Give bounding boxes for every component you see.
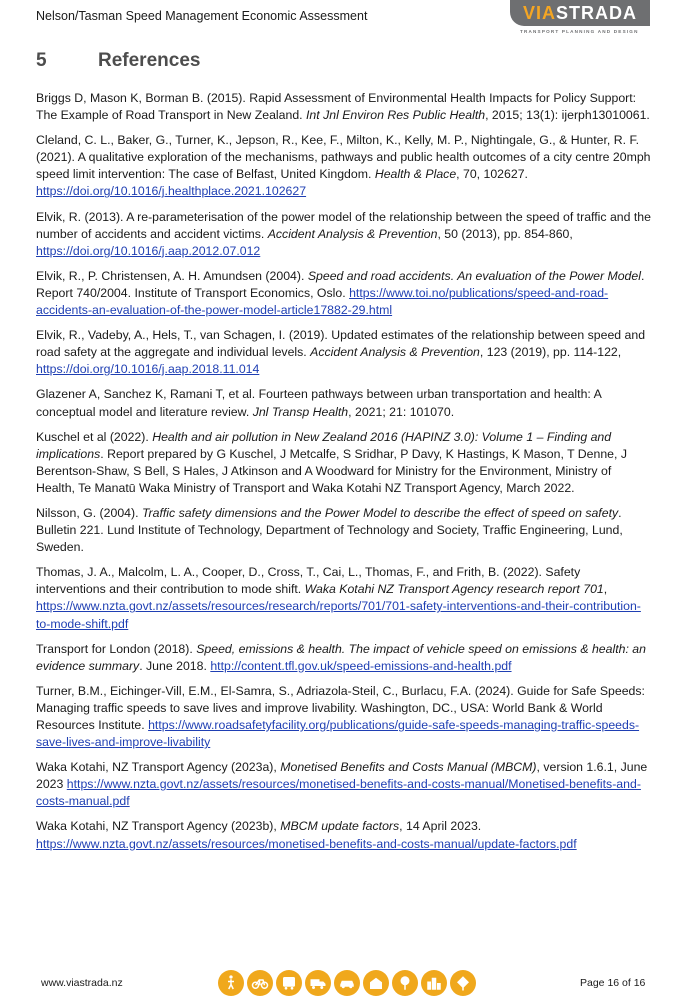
car-icon <box>334 970 360 996</box>
reference-entry <box>36 90 652 124</box>
reference-entry <box>36 268 652 319</box>
logo-prefix: VIA <box>522 2 556 23</box>
reference-details: , 70, 102627. <box>456 167 528 182</box>
reference-details: , 2015; 13(1): ijerph13010061. <box>485 108 650 123</box>
logo-suffix: STRADA <box>556 2 637 23</box>
reference-details: , 50 (2013), pp. 854-860, <box>437 226 573 241</box>
document-header-title: Nelson/Tasman Speed Management Economic Assessment <box>36 9 368 23</box>
reference-link[interactable]: https://www.nzta.govt.nz/assets/resources/research/reports/701/701-safety-interventions-and-their-contribution-to-mode-shift.pdf <box>36 599 641 631</box>
reference-entry <box>36 209 652 260</box>
tree-icon <box>392 970 418 996</box>
reference-text: Thomas, J. A., Malcolm, L. A., Cooper, D., Cross, T., Cai, L., Thomas, F., and Frith, B. (2022). Safety interventions and their contribution to mode shift. <box>36 565 581 597</box>
reference-entry <box>36 327 652 378</box>
reference-entry <box>36 818 652 852</box>
truck-icon <box>305 970 331 996</box>
reference-text: Cleland, C. L., Baker, G., Turner, K., Jepson, R., Kee, F., Milton, K., Kelly, M. P., Nightingale, G., & Hunter, R. F. (2021). A qualitative exploration of the mechanisms, pathways and public health outcomes of a city centre 20mph speed limit intervention: The case of Belfast, United Kingdom. <box>36 133 651 182</box>
reference-text: Elvik, R. (2013). A re-parameterisation of the power model of the relationship between the speed of traffic and the number of accidents and accident victims. <box>36 209 651 241</box>
reference-list <box>36 90 652 861</box>
reference-text: Briggs D, Mason K, Borman B. (2015). Rapid Assessment of Environmental Health Impacts for Policy Support: The Example of Road Transport in New Zealand. <box>36 91 637 123</box>
reference-entry <box>36 429 652 497</box>
reference-link[interactable]: https://www.nzta.govt.nz/assets/resources/monetised-benefits-and-costs-manual/Monetised-benefits-and-costs-manual.pdf <box>36 777 641 809</box>
reference-entry <box>36 683 652 751</box>
reference-link[interactable]: https://www.toi.no/publications/speed-and-road-accidents-an-evaluation-of-the-power-model-article17882-29.html <box>36 285 609 318</box>
reference-source: Jnl Transp Health <box>252 404 349 419</box>
pedestrian-icon <box>218 970 244 996</box>
section-heading <box>36 50 200 72</box>
reference-entry <box>36 386 652 420</box>
reference-details: . Report prepared by G Kuschel, J Metcalfe, S Sridhar, P Davy, K Hastings, K Mason, T Denne, J Berentson-Shaw, S Bell, S Hales, J Atkinson and A Woodward for Ministry for the Environment, Ministry of Health, Te Manatū Waka Ministry of Transport and Waka Kotahi NZ Transport Agency, March 2022. <box>36 446 627 495</box>
reference-text: Glazener A, Sanchez K, Ramani T, et al. Fourteen pathways between urban transportation and health: A conceptual model and literature review. <box>36 387 602 419</box>
reference-text: Waka Kotahi, NZ Transport Agency (2023a), <box>36 760 281 775</box>
footer-icon-strip <box>218 970 476 996</box>
bicycle-icon <box>247 970 273 996</box>
reference-entry <box>36 505 652 556</box>
road-sign-icon <box>450 970 476 996</box>
building-icon <box>363 970 389 996</box>
reference-details: , version 1.6.1, June 2023 <box>36 760 648 792</box>
reference-details: . June 2018. <box>139 658 211 673</box>
viastrada-logo <box>510 0 650 26</box>
bus-icon <box>276 970 302 996</box>
reference-details: . Report 740/2004. Institute of Transport Economics, Oslo. <box>36 268 645 300</box>
reference-details: , 14 April 2023. <box>399 819 482 834</box>
reference-entry <box>36 564 652 632</box>
reference-entry <box>36 132 652 200</box>
reference-text: Elvik, R., Vadeby, A., Hels, T., van Schagen, I. (2019). Updated estimates of the relationship between speed and road safety at the aggregate and individual levels. <box>36 328 646 360</box>
reference-link[interactable]: https://doi.org/10.1016/j.aap.2018.11.014 <box>36 362 260 377</box>
reference-text: Transport for London (2018). <box>36 641 197 656</box>
reference-link[interactable]: https://doi.org/10.1016/j.aap.2012.07.012 <box>36 243 261 258</box>
reference-link[interactable]: https://doi.org/10.1016/j.healthplace.2021.102627 <box>36 184 307 199</box>
reference-details: , <box>603 582 608 597</box>
reference-source: Speed and road accidents. An evaluation of the Power Model <box>307 268 641 283</box>
city-icon <box>421 970 447 996</box>
section-number: 5 <box>36 50 47 71</box>
reference-entry <box>36 759 652 810</box>
reference-source: Health & Place <box>374 167 457 182</box>
footer-website: www.viastrada.nz <box>41 977 123 989</box>
reference-text: Kuschel et al (2022). <box>36 429 153 444</box>
reference-source: Traffic safety dimensions and the Power Model to describe the effect of speed on safety <box>141 505 619 520</box>
reference-link[interactable]: https://www.roadsafetyfacility.org/publications/guide-safe-speeds-managing-traffic-speeds-save-lives-and-improve-livability <box>36 718 640 750</box>
reference-source: MBCM update factors <box>280 819 400 834</box>
reference-source: Monetised Benefits and Costs Manual (MBCM) <box>280 760 537 775</box>
reference-details: . Bulletin 221. Lund Institute of Technology, Department of Technology and Society, Traffic Engineering, Lund, Sweden. <box>36 505 623 555</box>
reference-source: Speed, emissions & health. The impact of vehicle speed on emissions & health: an evidence summary <box>36 641 646 673</box>
reference-details: , 123 (2019), pp. 114-122, <box>479 345 622 360</box>
reference-text: Turner, B.M., Eichinger-Vill, E.M., El-Samra, S., Adriazola-Steil, C., Burlacu, F.A. (2024). Guide for Safe Speeds: Managing traffic speeds to save lives and improve livability. Washington, DC., USA: World Bank & World Resources Institute. <box>36 683 645 732</box>
reference-source: Int Jnl Environ Res Public Health <box>306 108 486 123</box>
reference-source: Accident Analysis & Prevention <box>310 345 480 360</box>
reference-text: Nilsson, G. (2004). <box>36 505 142 520</box>
reference-details: , 2021; 21: 101070. <box>348 404 455 419</box>
page-number: Page 16 of 16 <box>580 977 646 989</box>
reference-source: Waka Kotahi NZ Transport Agency research report 701 <box>304 582 604 597</box>
reference-source: Health and air pollution in New Zealand 2016 (HAPINZ 3.0): Volume 1 – Finding and implications <box>36 429 612 461</box>
section-title: References <box>98 50 201 71</box>
reference-entry <box>36 641 652 675</box>
reference-text: Waka Kotahi, NZ Transport Agency (2023b), <box>36 819 281 834</box>
logo-tagline: TRANSPORT PLANNING AND DESIGN <box>520 29 639 34</box>
reference-source: Accident Analysis & Prevention <box>267 226 438 241</box>
reference-link[interactable]: https://www.nzta.govt.nz/assets/resources/monetised-benefits-and-costs-manual/update-factors.pdf <box>36 836 577 851</box>
reference-link[interactable]: http://content.tfl.gov.uk/speed-emissions-and-health.pdf <box>210 658 512 673</box>
reference-text: Elvik, R., P. Christensen, A. H. Amundsen (2004). <box>36 268 308 283</box>
